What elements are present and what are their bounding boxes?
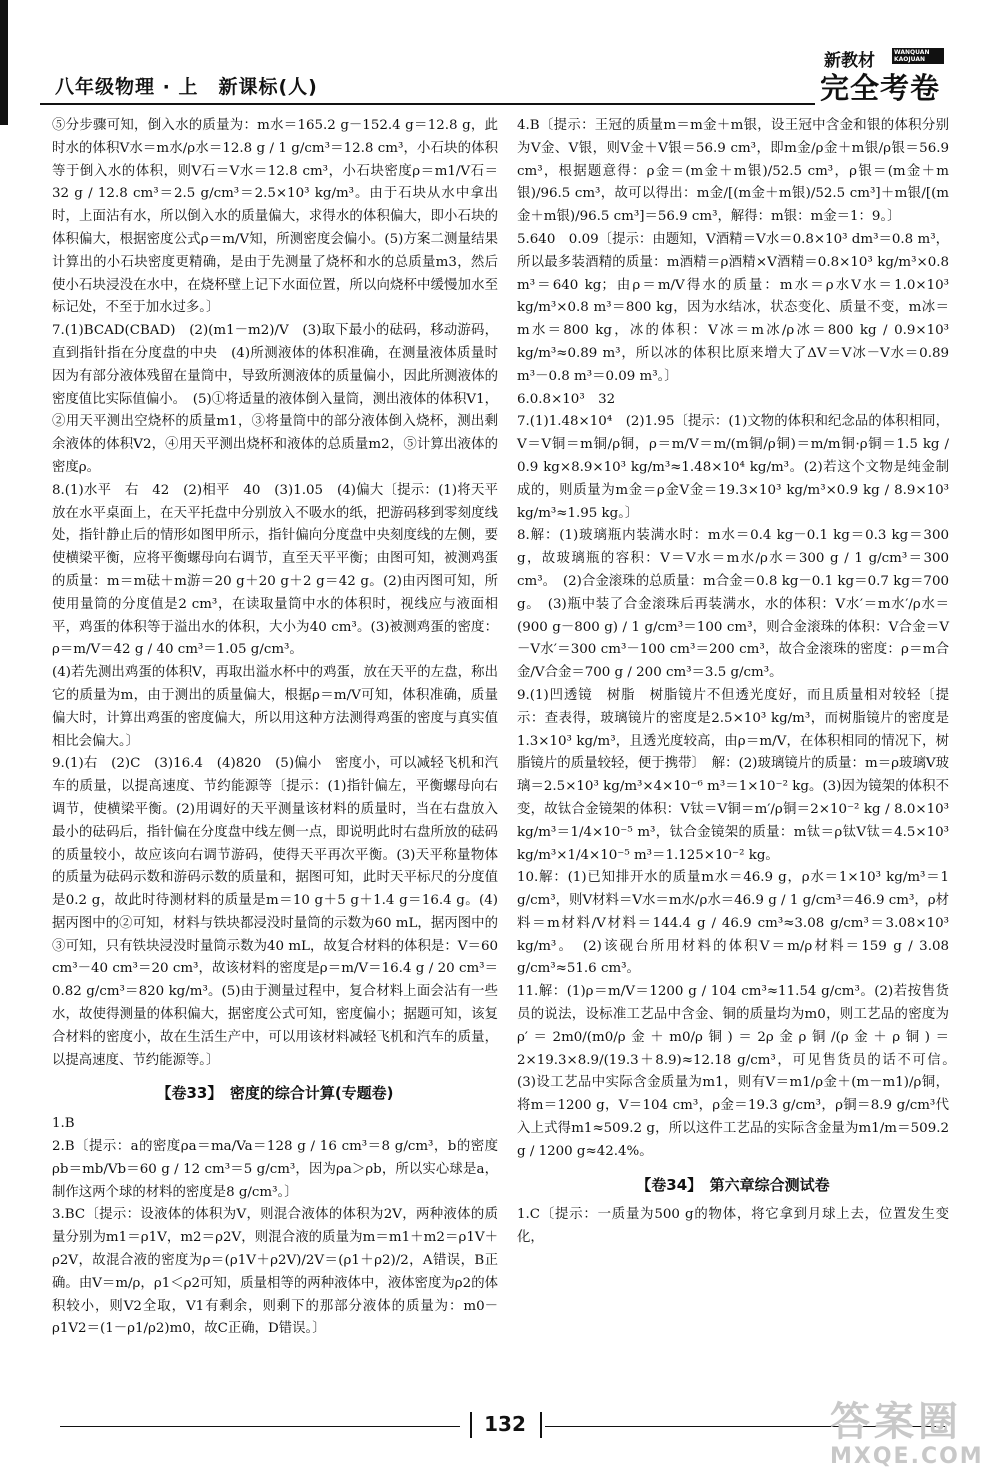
answer-paragraph: 5.640 0.09〔提示：由题知，V酒精＝V水＝0.8×10³ dm³＝0.8 m³，所以最多装酒精的质量：m酒精＝ρ酒精×V酒精＝0.8×10³ kg/m³×0.8 m³＝640 kg；由ρ＝m/V得水的质量：m水＝ρ水V水＝1.0×10³ kg/m³×0.8 m³＝800 kg，因为水结冰，状态变化、质量不变，m冰＝m水＝800 kg，冰的体积：V冰＝m冰/ρ冰＝800 kg / 0.9×10³ kg/m³≈0.89 m³，所以冰的体积比原来增大了ΔV＝V冰－V水＝0.89 m³－0.8 m³＝0.09 m³。〕	[517, 231, 949, 384]
answer-paragraph: 1.C〔提示：一质量为500 g的物体，将它拿到月球上去，位置发生变化，	[517, 1207, 949, 1246]
answer-paragraph: 3.BC〔提示：设液体的体积为V，则混合液体的体积为2V，两种液体的质量分别为m1＝ρ1V，m2＝ρ2V，则混合液的质量为m＝m1＋m2＝ρ1V＋ρ2V，故混合液的密度为ρ＝(ρ1V＋ρ2V)/2V＝(ρ1＋ρ2)/2，A错误，B正确。由V＝m/ρ，ρ1＜ρ2可知，质量相等的两种液体中，液体密度为ρ2的体积较小，则V2全取，V1有剩余，则剩下的那部分液体的质量为：m0－ρ1V2＝(1－ρ1/ρ2)m0，故C正确，D错误。〕	[52, 1207, 498, 1337]
answer-paragraph: 1.B	[52, 1116, 75, 1132]
section-heading: 【卷33】 密度的综合计算(专题卷)	[156, 1084, 394, 1103]
grade-label: 八年级物理 · 上 新课标(人)	[55, 76, 318, 98]
section-heading: 【卷34】 第六章综合测试卷	[636, 1175, 830, 1194]
answer-paragraph: ⑤分步骤可知，倒入水的质量为：m水＝165.2 g－152.4 g＝12.8 g，此时水的体积V水＝m水/ρ水＝12.8 g / 1 g/cm³＝12.8 cm³，小石块的体积等于倒入水的体积，则V石＝V水＝12.8 cm³，小石块密度ρ＝m1/V石＝32 g / 12.8 cm³＝2.5 g/cm³＝2.5×10³ kg/m³。由于石块从水中拿出时，上面沾有水，所以倒入水的质量偏大，求得水的体积偏大，即小石块的体积偏大，根据密度公式ρ＝m/V知，所测密度会偏小。(5)方案二测量结果计算出的小石块密度更精确，是由于先测量了烧杯和水的总质量m3，然后使小石块浸没在水中，在烧杯壁上记下水面位置，所以向烧杯中缓慢加水至标记处，不至于加水过多。〕	[52, 118, 498, 316]
right-column	[517, 115, 963, 1250]
series-label: 新教材	[824, 51, 875, 71]
footer-rule-left	[60, 1426, 460, 1427]
header-divider	[40, 103, 815, 105]
answer-paragraph: 2.B〔提示：a的密度ρa＝ma/Va＝128 g / 16 cm³＝8 g/cm³，b的密度ρb＝mb/Vb＝60 g / 12 cm³＝5 g/cm³，因为ρa＞ρb，所以实心球是a，制作这两个球的材料的密度是8 g/cm³。〕	[52, 1139, 498, 1200]
answer-paragraph: (4)若先测出鸡蛋的体积V，再取出溢水杯中的鸡蛋，放在天平的左盘，称出它的质量为m，由于测出的质量偏大，根据ρ＝m/V可知，体积准确，质量偏大时，计算出鸡蛋的密度偏大，所以用这种方法测得鸡蛋的密度与真实值相比会偏大。〕	[52, 665, 498, 749]
footer-tick-right	[540, 1412, 542, 1438]
brand-pinyin: WANQUAN KAOJUAN	[892, 48, 944, 64]
answer-paragraph: 4.B〔提示：王冠的质量m＝m金＋m银，设王冠中含金和银的体积分别为V金、V银，则V金＋V银＝56.9 cm³，即m金/ρ金＋m银/ρ银＝56.9 cm³，根据题意得：ρ金＝(m金＋m银)/52.5 cm³，ρ银＝(m金＋m银)/96.5 cm³，故可以得出：m金/[(m金＋m银)/52.5 cm³]＋m银/[(m金＋m银)/96.5 cm³]＝56.9 cm³，解得：m银：m金＝1：9。〕	[517, 118, 949, 225]
page-header	[0, 0, 1000, 105]
answer-paragraph: 7.(1)1.48×10⁴ (2)1.95〔提示：(1)文物的体积和纪念品的体积相同，V＝V铜＝m铜/ρ铜，ρ＝m/V＝m/(m铜/ρ铜)＝m/m铜·ρ铜＝1.5 kg / 0.9 kg×8.9×10³ kg/m³≈1.48×10⁴ kg/m³。(2)若这个文物是纯金制成的，则质量为m金＝ρ金V金＝19.3×10³ kg/m³×0.9 kg / 8.9×10³ kg/m³≈1.95 kg。〕	[517, 414, 949, 521]
watermark-logo: 答案圈	[830, 1399, 962, 1445]
answer-paragraph: 10.解：(1)已知排开水的质量m水＝46.9 g，ρ水＝1×10³ kg/m³＝1 g/cm³，则V材料＝V水＝m水/ρ水＝46.9 g / 1 g/cm³＝46.9 cm³，ρ材料＝m材料/V材料＝144.4 g / 46.9 cm³≈3.08 g/cm³＝3.08×10³ kg/m³。 (2)该砚台所用材料的体积V＝m/ρ材料＝159 g / 3.08 g/cm³≈51.6 cm³。	[517, 870, 949, 977]
brand-logo: 完全考卷	[820, 71, 941, 105]
answer-paragraph: 11.解：(1)ρ＝m/V＝1200 g / 104 cm³≈11.54 g/cm³。(2)若按售货员的说法，设标准工艺品中含金、铜的质量均为m0，则工艺品的密度为ρ′＝2m0/(m0/ρ金＋m0/ρ铜)＝2ρ金ρ铜/(ρ金＋ρ铜)＝2×19.3×8.9/(19.3＋8.9)≈12.18 g/cm³，可见售货员的话不可信。 (3)设工艺品中实际含金质量为m1，则有V＝m1/ρ金＋(m－m1)/ρ铜，将m＝1200 g，V＝104 cm³，ρ金＝19.3 g/cm³，ρ铜＝8.9 g/cm³代入上式得m1≈509.2 g，所以这件工艺品的实际含金量为m1/m＝509.2 g / 1200 g≈42.4%。	[517, 984, 963, 1159]
answer-paragraph: 9.(1)凹透镜 树脂 树脂镜片不但透光度好，而且质量相对较轻〔提示：查表得，玻璃镜片的密度是2.5×10³ kg/m³，而树脂镜片的密度是1.3×10³ kg/m³，且透光度较高，由ρ＝m/V，在体积相同的情况下，树脂镜片的质量较轻，便于携带〕 解：(2)玻璃镜片的质量：m＝ρ玻璃V玻璃＝2.5×10³ kg/m³×4×10⁻⁶ m³＝1×10⁻² kg。(3)因为镜架的体积不变，故钛合金镜架的体积：V钛＝V铜＝m′/ρ铜＝2×10⁻² kg / 8.0×10³ kg/m³＝1/4×10⁻⁵ m³，钛合金镜架的质量：m钛＝ρ钛V钛＝4.5×10³ kg/m³×1/4×10⁻⁵ m³＝1.125×10⁻² kg。	[517, 687, 949, 863]
watermark-url: MXQE.COM	[830, 1444, 984, 1469]
site-watermark	[830, 1400, 984, 1470]
answer-paragraph: 8.解：(1)玻璃瓶内装满水时：m水＝0.4 kg－0.1 kg＝0.3 kg＝300 g，故玻璃瓶的容积：V＝V水＝m水/ρ水＝300 g / 1 g/cm³＝300 cm³。 (2)合金滚珠的总质量：m合金＝0.8 kg－0.1 kg＝0.7 kg＝700 g。 (3)瓶中装了合金滚珠后再装满水，水的体积：V水′＝m水′/ρ水＝(900 g－800 g) / 1 g/cm³＝100 cm³，则合金滚珠的体积：V合金＝V－V水′＝300 cm³－100 cm³＝200 cm³，故合金滚珠的密度：ρ＝m合金/V合金＝700 g / 200 cm³＝3.5 g/cm³。	[517, 528, 949, 681]
answer-paragraph: 6.0.8×10³ 32	[517, 391, 616, 407]
answer-paragraph: 9.(1)右 (2)C (3)16.4 (4)820 (5)偏小 密度小，可以减轻飞机和汽车的质量，以提高速度、节约能源等〔提示：(1)指针偏左，平衡螺母向右调节，使横梁平衡。(2)用调好的天平测量该材料的质量时，当在右盘放入最小的砝码后，指针偏在分度盘中线左侧一点，即说明此时右盘所放的砝码的质量较小，故应该向右调节游码，使得天平再次平衡。(3)天平称量物体的质量为砝码示数和游码示数的质量和，据图可知，此时天平标尺的分度值是0.2 g，故此时待测材料的质量是m＝10 g＋5 g＋1.4 g＝16.4 g。(4)据丙图中的②可知，材料与铁块都浸没时量筒的示数为60 mL，据丙图中的③可知，只有铁块浸没时量筒示数为40 mL，故复合材料的体积是：V＝60 cm³－40 cm³＝20 cm³，故该材料的密度是ρ＝m/V＝16.4 g / 20 cm³＝0.82 g/cm³＝820 kg/m³。(5)由于测量过程中，复合材料上面会沾有一些水，故使得测量的体积偏大，据密度公式可知，密度偏小；据题可知，该复合材料的密度小，故在生活生产中，可以用该材料减轻飞机和汽车的质量，以提高速度、节约能源等。〕	[52, 756, 498, 1068]
footer-tick-left	[470, 1412, 472, 1438]
answer-paragraph: 7.(1)BCAD(CBAD) (2)(m1－m2)/V (3)取下最小的砝码，移动游码，直到指针指在分度盘的中央 (4)所测液体的体积准确，在测量液体质量时因为有部分液体残留在量筒中，导致所测液体的质量偏小，因此所测液体的密度值比实际值偏小。 (5)①将适量的液体倒入量筒，测出液体的体积V1，②用天平测出空烧杯的质量m1，③将量筒中的部分液体倒入烧杯，测出剩余液体的体积V2，④用天平测出烧杯和液体的总质量m2，⑤计算出液体的密度ρ。	[52, 323, 498, 475]
page-number: 132	[484, 1412, 526, 1436]
left-column	[52, 115, 498, 1341]
answer-paragraph: 8.(1)水平 右 42 (2)相平 40 (3)1.05 (4)偏大〔提示：(1)将天平放在水平桌面上，在天平托盘中分别放入不吸水的纸，把游码移到零刻度线处，指针静止后的情形如图甲所示，指针偏向分度盘中央刻度线的左侧，要使横梁平衡，应将平衡螺母向右调节，直至天平平衡；由图可知，被测鸡蛋的质量：m＝m砝＋m游＝20 g＋20 g＋2 g＝42 g。(2)由丙图可知，所使用量筒的分度值是2 cm³，在读取量筒中水的体积时，视线应与液面相平，鸡蛋的体积等于溢出水的体积，大小为40 cm³。(3)被测鸡蛋的密度：ρ＝m/V＝42 g / 40 cm³＝1.05 g/cm³。	[52, 482, 498, 658]
